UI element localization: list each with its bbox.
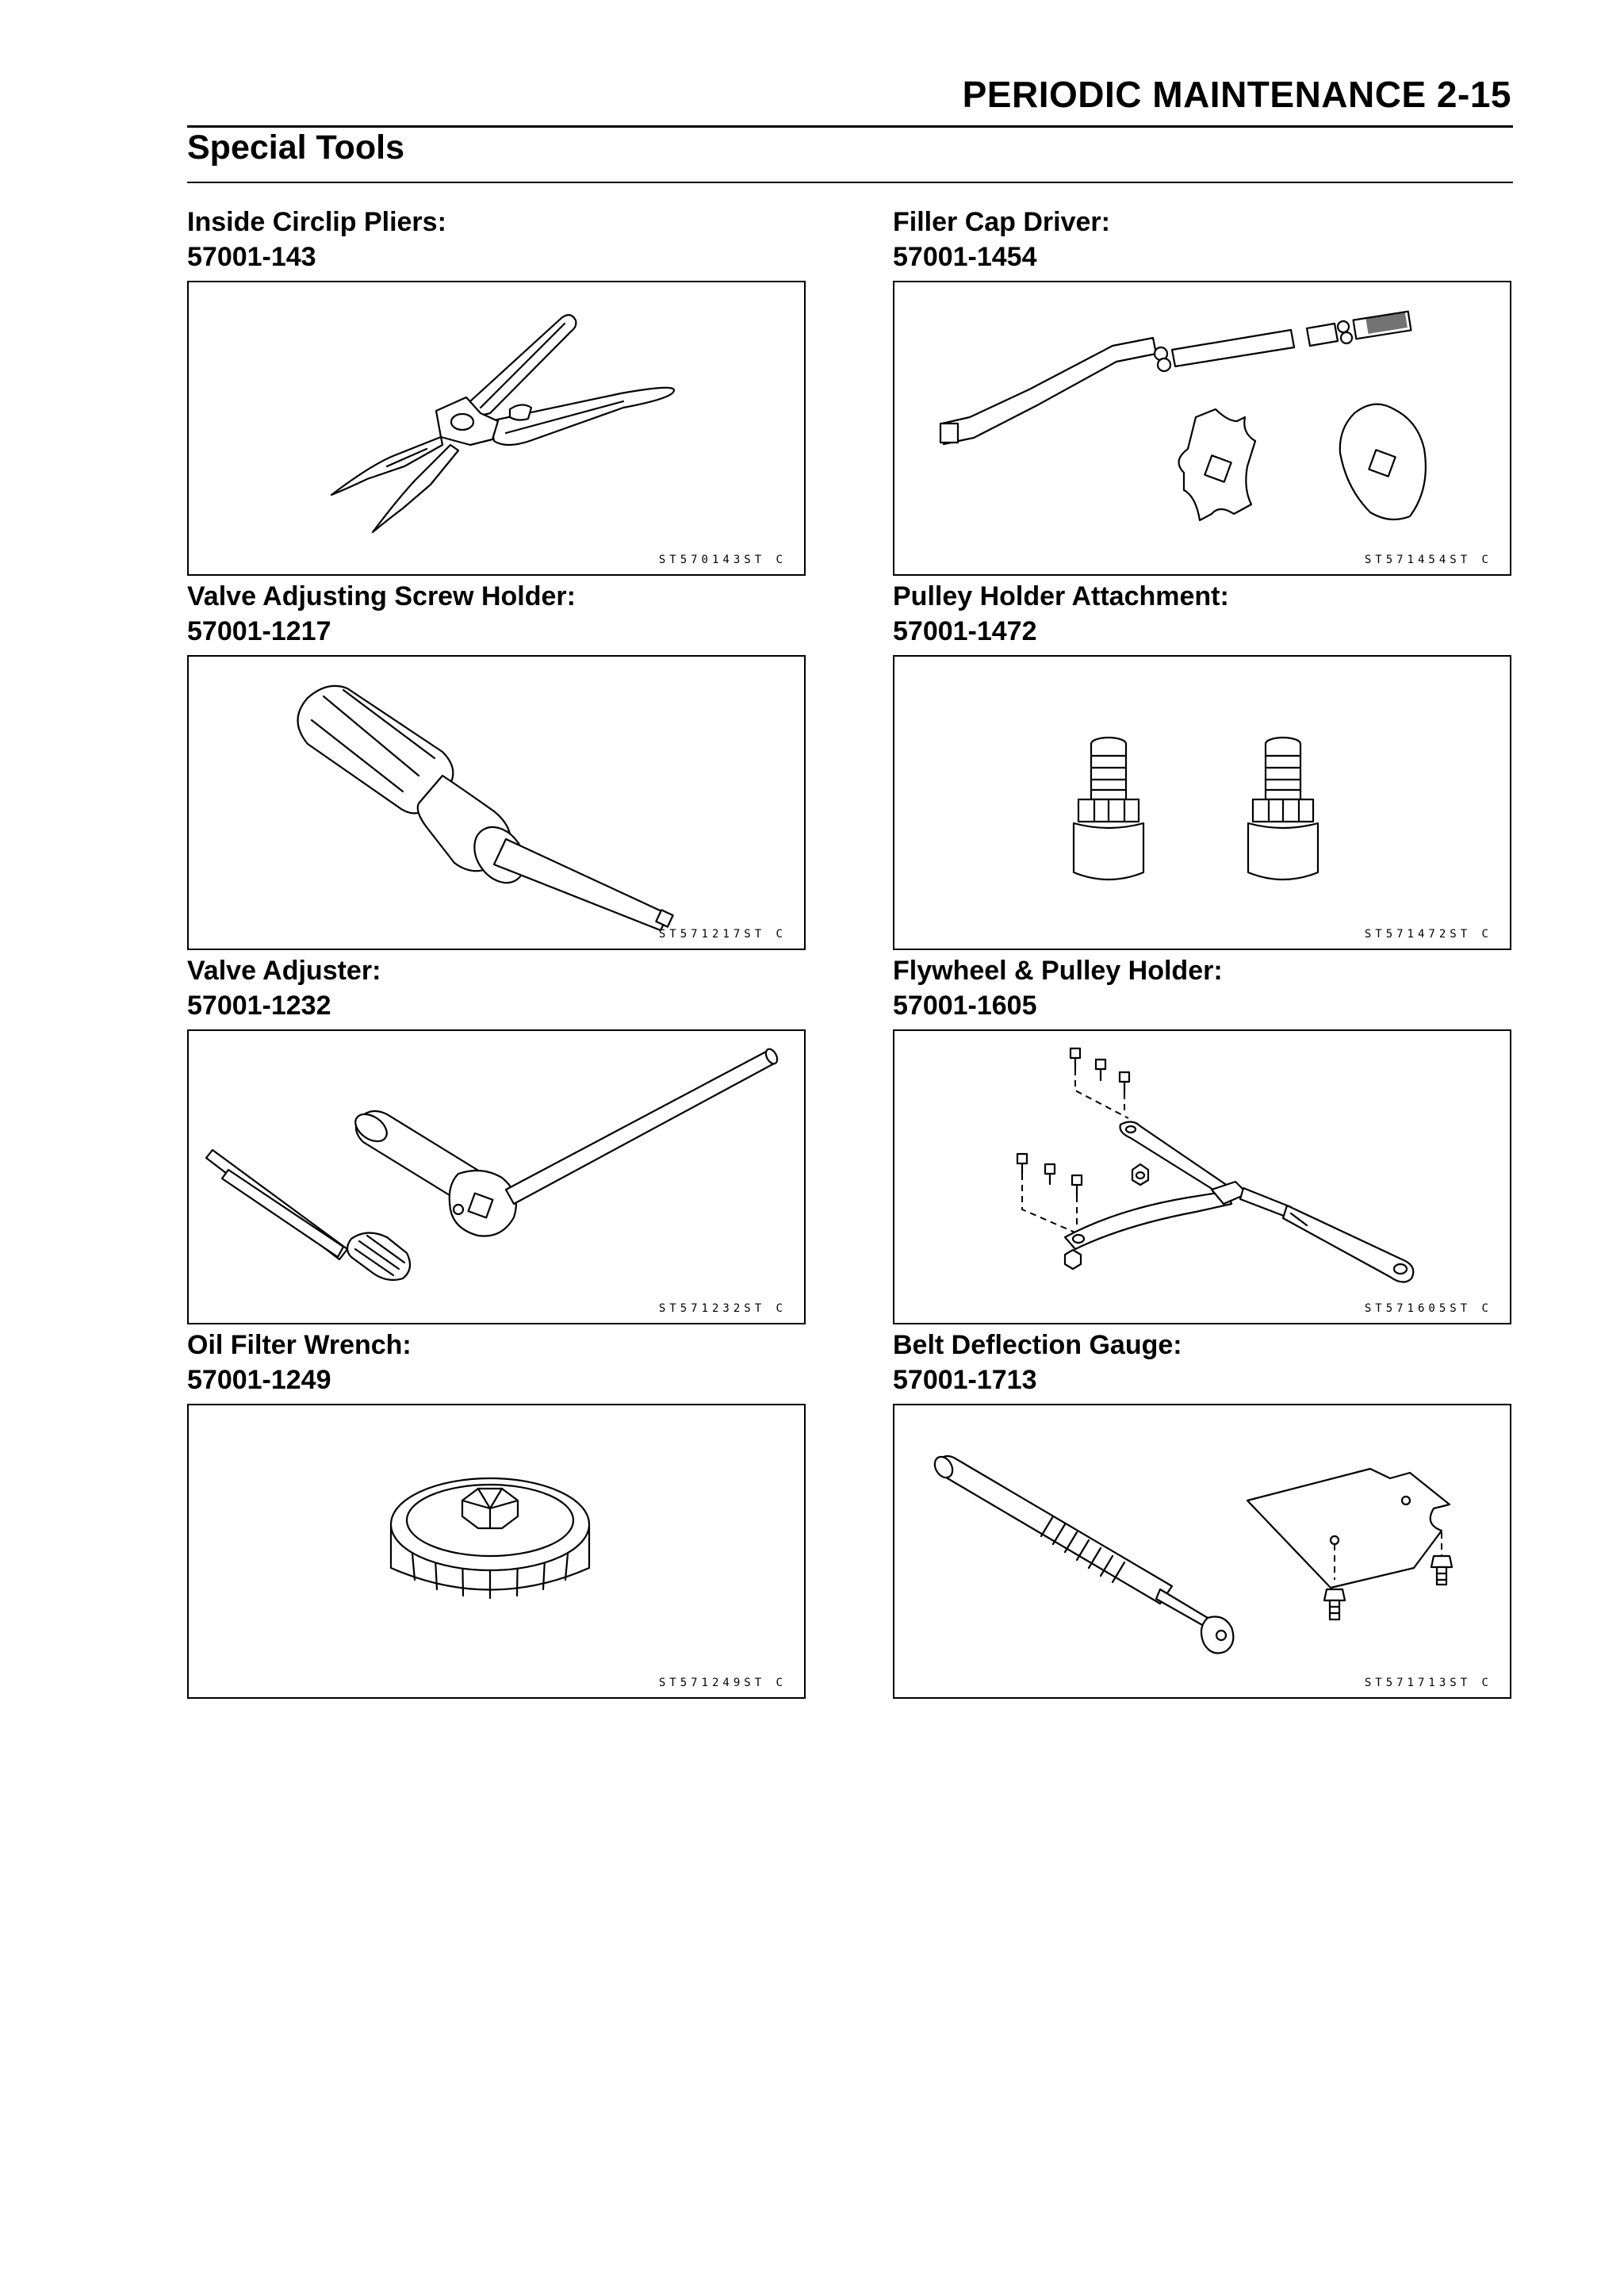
tool-illustration-frame [187,281,806,576]
tool-entry-filler-cap-driver [893,205,1511,576]
tool-entry-screw-holder [187,579,806,950]
tool-entry-flywheel-holder [893,953,1511,1324]
tool-figure-code: ST571232ST C [658,1302,787,1315]
tool-illustration-frame [893,1029,1511,1324]
tool-part-number: 57001-1249 [187,1365,331,1395]
tool-entry-pulley-attachment [893,579,1511,950]
belt-gauge-icon [894,1405,1510,1697]
tool-entry-belt-gauge [893,1328,1511,1699]
valve-adjuster-icon [189,1031,804,1323]
tool-part-number: 57001-1454 [893,242,1037,272]
tool-name: Flywheel & Pulley Holder: [893,956,1223,986]
tool-figure-code: ST570143ST C [658,554,787,566]
tool-name: Pulley Holder Attachment: [893,581,1229,611]
tool-part-number: 57001-1217 [187,616,331,646]
pulley-attachment-icon [894,657,1510,949]
tool-illustration-frame [893,1404,1511,1699]
tool-entry-oil-filter-wrench [187,1328,806,1699]
flywheel-holder-icon [894,1031,1510,1323]
tool-figure-code: ST571217ST C [658,928,787,941]
tool-name: Valve Adjuster: [187,956,381,986]
tool-illustration-frame [187,1029,806,1324]
tool-name: Valve Adjusting Screw Holder: [187,581,576,611]
circlip-pliers-icon [189,282,804,574]
tool-illustration-frame [893,655,1511,950]
section-title: Special Tools [187,128,404,167]
tool-part-number: 57001-1713 [893,1365,1037,1395]
tool-illustration-frame [187,655,806,950]
header-rule [187,125,1513,128]
tool-entry-valve-adjuster [187,953,806,1324]
oil-filter-wrench-icon [189,1405,804,1697]
tool-illustration-frame [893,281,1511,576]
tool-entry-circlip-pliers [187,205,806,576]
tool-part-number: 57001-143 [187,242,316,272]
filler-cap-driver-icon [894,282,1510,574]
tool-figure-code: ST571713ST C [1364,1677,1492,1689]
tool-part-number: 57001-1232 [187,991,331,1021]
page-header: PERIODIC MAINTENANCE 2-15 [962,74,1511,115]
tool-figure-code: ST571249ST C [658,1677,787,1689]
tool-figure-code: ST571472ST C [1364,928,1492,941]
tool-part-number: 57001-1605 [893,991,1037,1021]
tool-name: Inside Circlip Pliers: [187,207,446,237]
tool-name: Oil Filter Wrench: [187,1330,412,1360]
tool-figure-code: ST571454ST C [1364,554,1492,566]
tool-part-number: 57001-1472 [893,616,1037,646]
screw-holder-icon [189,657,804,949]
section-rule [187,182,1513,183]
tool-illustration-frame [187,1404,806,1699]
tool-figure-code: ST571605ST C [1364,1302,1492,1315]
tool-name: Belt Deflection Gauge: [893,1330,1182,1360]
tool-name: Filler Cap Driver: [893,207,1110,237]
